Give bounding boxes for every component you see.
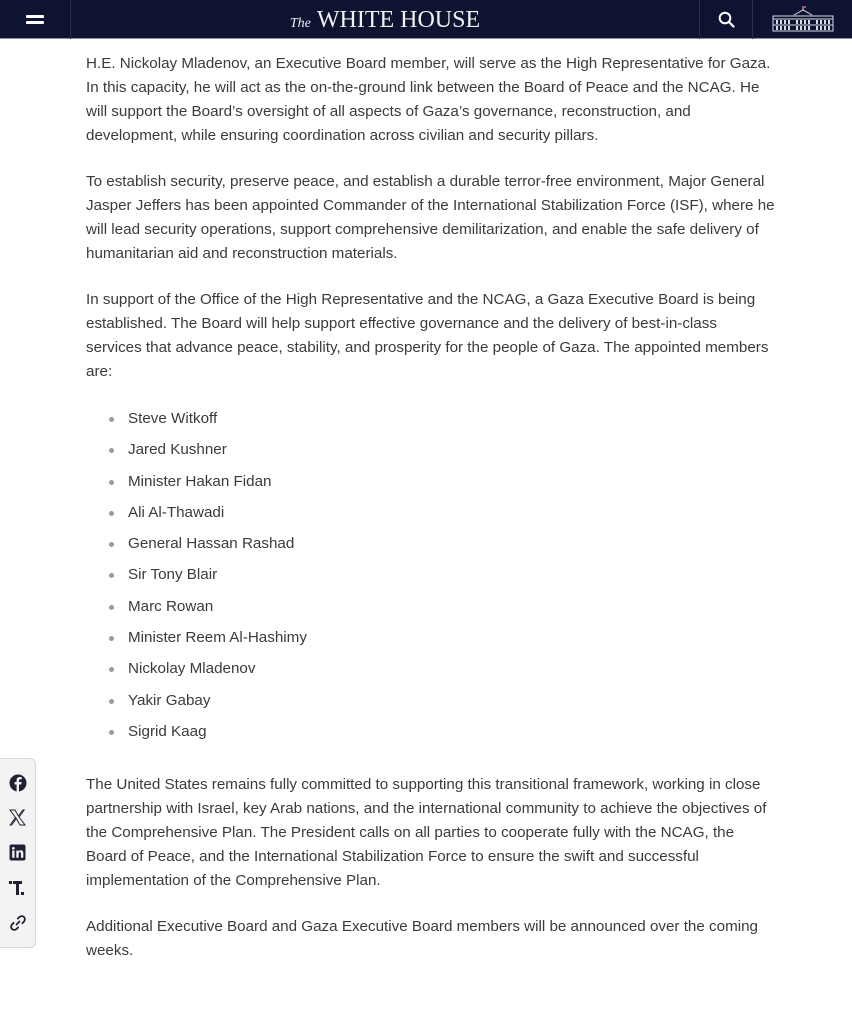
- list-item: Minister Hakan Fidan: [86, 470, 776, 501]
- paragraph-gaza-executive-board: In support of the Office of the High Representative and the NCAG, a Gaza Executive Board is being established. The Board will help support effective governance and the delivery of best-in-class services that advance peace, stability, and prosperity for the people of Gaza. The appointed members are:: [86, 291, 769, 380]
- list-item: Nickolay Mladenov: [86, 657, 776, 688]
- share-linkedin-button[interactable]: [7, 842, 29, 864]
- logo-prefix: The: [289, 15, 311, 31]
- share-facebook-button[interactable]: [7, 772, 29, 794]
- site-header: [0, 0, 852, 39]
- x-twitter-icon: [9, 809, 26, 826]
- paragraph-high-representative: H.E. Nickolay Mladenov, an Executive Board member, will serve as the High Representative for Gaza. In this capacity, he will act as the on-the-ground link between the Board of Peace and the NCAG. He will support the Board’s oversight of all aspects of Gaza’s governance, reconstruction, and development, while ensuring coordination across civilian and security pillars.: [86, 55, 771, 144]
- white-house-home-link[interactable]: [752, 0, 852, 39]
- list-item: Minister Reem Al-Hashimy: [86, 626, 776, 657]
- truth-social-icon: [9, 880, 27, 896]
- linkedin-icon: [9, 844, 26, 861]
- list-item: Steve Witkoff: [86, 407, 776, 438]
- site-logo[interactable]: [71, 5, 699, 34]
- search-button[interactable]: [699, 0, 752, 39]
- paragraph-additional-members: Additional Executive Board and Gaza Executive Board members will be announced over the coming weeks.: [86, 918, 759, 960]
- list-item: Yakir Gabay: [86, 689, 776, 720]
- list-item: Ali Al-Thawadi: [86, 501, 776, 532]
- hamburger-menu-icon: [26, 13, 44, 25]
- list-item: General Hassan Rashad: [86, 532, 776, 563]
- copy-link-icon: [9, 914, 27, 932]
- share-x-button[interactable]: [7, 807, 29, 829]
- facebook-icon: [9, 774, 27, 792]
- list-item: Sigrid Kaag: [86, 720, 776, 751]
- paragraph-us-commitment: The United States remains fully committed to supporting this transitional framework, working in close partnership with Israel, key Arab nations, and the international community to achieve the objectives of the Comprehensive Plan. The President calls on all parties to cooperate fully with the NCAG, the Board of Peace, and the International Stabilization Force to ensure the swift and successful implementation of the Comprehensive Plan.: [86, 776, 767, 890]
- menu-button[interactable]: [0, 0, 71, 39]
- share-truth-social-button[interactable]: [7, 877, 29, 899]
- paragraph-isf-commander: To establish security, preserve peace, and establish a durable terror-free environment, Major General Jasper Jeffers has been appointed Commander of the International Stabilization Force (ISF), where he will lead security operations, support comprehensive demilitarization, and enable the safe delivery of humanitarian aid and reconstruction materials.: [86, 173, 775, 262]
- search-icon: [718, 11, 735, 28]
- article-body: [86, 52, 776, 985]
- share-bar: [0, 758, 36, 948]
- members-list: [86, 406, 776, 751]
- list-item: Marc Rowan: [86, 595, 776, 626]
- white-house-building-icon: [772, 5, 834, 33]
- logo-wordmark: WHITE HOUSE: [316, 6, 481, 33]
- list-item: Sir Tony Blair: [86, 563, 776, 594]
- list-item: Jared Kushner: [86, 438, 776, 469]
- copy-link-button[interactable]: [7, 912, 29, 934]
